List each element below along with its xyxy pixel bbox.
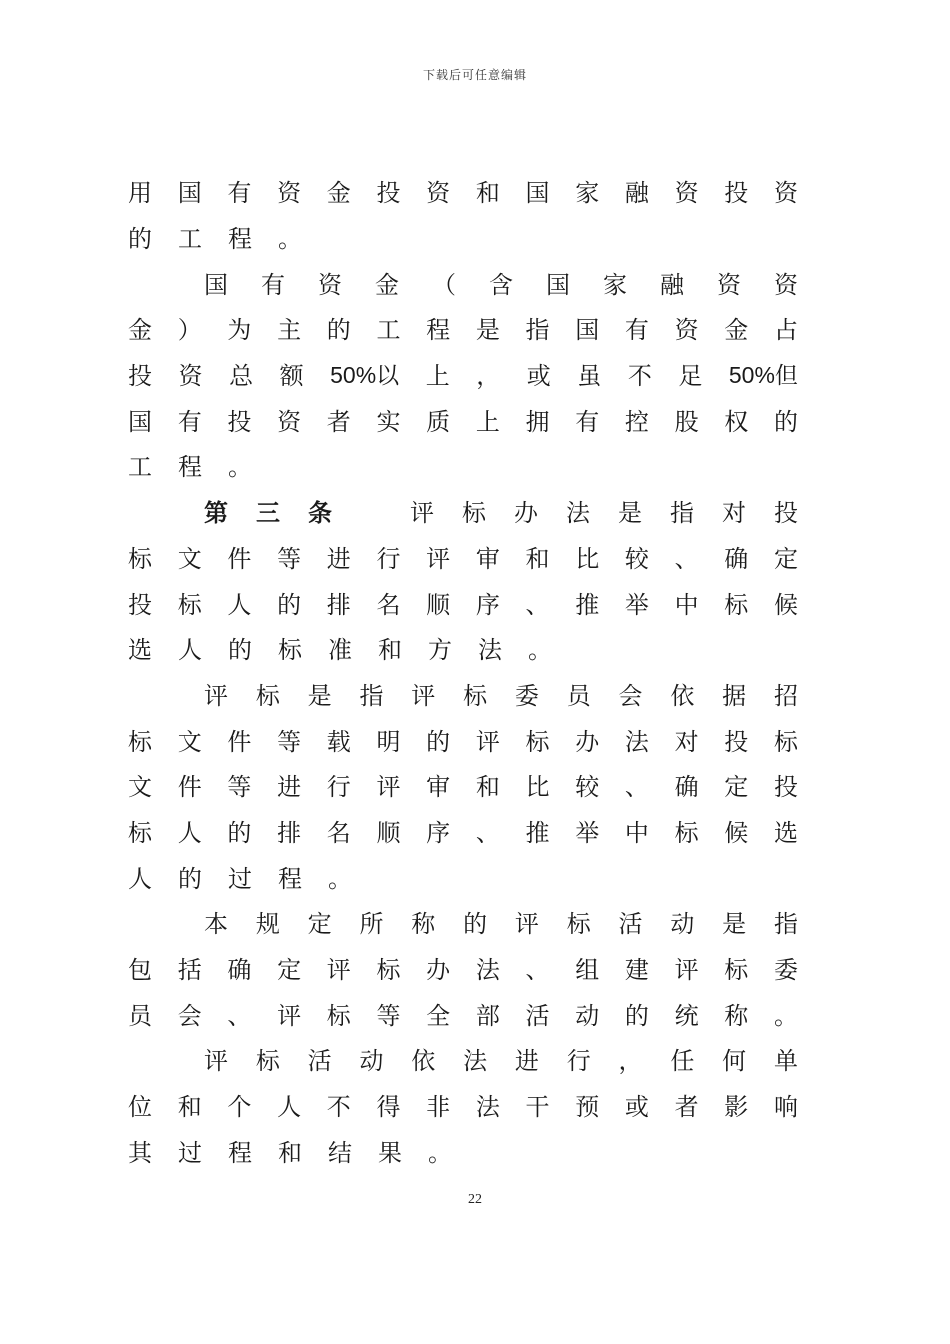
- text-char: 响: [773, 1093, 798, 1122]
- text-char: 文: [177, 544, 202, 573]
- text-char: 投: [376, 179, 401, 208]
- text-char: 50%以: [330, 362, 400, 389]
- text-char: 过: [228, 864, 252, 893]
- text-char: 确: [724, 544, 749, 573]
- text-char: 动: [575, 1001, 600, 1030]
- text-char: 或: [624, 1093, 649, 1122]
- text-char: 家: [603, 270, 627, 299]
- text-char: 投: [128, 362, 152, 391]
- text-char: 人: [277, 1093, 302, 1122]
- text-char: 资: [674, 316, 699, 345]
- text-char: 方: [428, 636, 452, 665]
- text-char: 定: [277, 956, 302, 985]
- text-char: 比: [575, 544, 600, 573]
- text-char: 、: [227, 1001, 252, 1030]
- text-char: 有: [261, 270, 285, 299]
- text-char: 指: [773, 910, 798, 939]
- text-char: 等: [227, 773, 252, 802]
- text-char: 、: [525, 956, 550, 985]
- text-char: 活: [618, 910, 643, 939]
- text-char: 国: [525, 179, 550, 208]
- text-line: [128, 442, 798, 488]
- text-char: 等: [277, 727, 302, 756]
- text-char: 含: [489, 270, 513, 299]
- text-char: 资: [277, 179, 302, 208]
- text-char: 较: [624, 544, 649, 573]
- text-line: [128, 259, 798, 305]
- text-char: 的: [178, 864, 202, 893]
- text-char: 投: [774, 499, 798, 528]
- text-char: 评: [674, 956, 699, 985]
- text-char: 审: [426, 773, 451, 802]
- text-char: 举: [575, 818, 600, 847]
- text-char: 和: [378, 636, 402, 665]
- text-char: 上: [475, 407, 500, 436]
- text-char: 国: [546, 270, 570, 299]
- text-char: 排: [326, 590, 351, 619]
- text-char: 标: [255, 1047, 280, 1076]
- text-char: 标: [255, 681, 280, 710]
- text-char: 招: [773, 681, 798, 710]
- text-char: 法: [478, 636, 502, 665]
- text-char: 进: [326, 544, 351, 573]
- text-char: 标: [525, 727, 550, 756]
- text-char: 序: [426, 818, 451, 847]
- text-char: 会: [618, 681, 643, 710]
- text-char: 资: [717, 270, 741, 299]
- text-char: 法: [624, 727, 649, 756]
- text-char: 件: [177, 773, 202, 802]
- text-char: 。: [278, 225, 302, 254]
- text-line: [128, 488, 798, 534]
- text-char: 有: [575, 407, 600, 436]
- text-char: 质: [426, 407, 451, 436]
- text-char: 有: [177, 407, 202, 436]
- text-char: 文: [177, 727, 202, 756]
- text-char: 载: [326, 727, 351, 756]
- text-char: 进: [277, 773, 302, 802]
- text-char: 中: [674, 590, 699, 619]
- text-char: 金: [375, 270, 399, 299]
- text-char: 拥: [525, 407, 550, 436]
- text-char: 标: [128, 818, 152, 847]
- text-char: 资: [674, 179, 699, 208]
- text-char: 标: [773, 727, 798, 756]
- text-char: 主: [277, 316, 302, 345]
- text-char: 依: [411, 1047, 436, 1076]
- text-char: 者: [674, 1093, 699, 1122]
- text-char: 评: [411, 681, 436, 710]
- text-char: 件: [227, 544, 252, 573]
- text-char: 会: [177, 1001, 202, 1030]
- article-heading-char: 第: [204, 499, 228, 528]
- text-line: [128, 214, 798, 260]
- text-char: 。: [773, 1001, 798, 1030]
- text-char: 指: [670, 499, 694, 528]
- text-char: 推: [525, 818, 550, 847]
- text-char: 程: [228, 1138, 252, 1167]
- text-char: 评: [475, 727, 500, 756]
- text-char: 员: [566, 681, 591, 710]
- text-char: 资: [178, 362, 203, 391]
- text-char: 标: [326, 1001, 351, 1030]
- text-char: 标: [278, 636, 302, 665]
- text-char: 工: [376, 316, 401, 345]
- text-char: 件: [227, 727, 252, 756]
- text-char: 国: [204, 270, 228, 299]
- text-char: 选: [128, 636, 152, 665]
- text-char: 办: [514, 499, 538, 528]
- text-line: [128, 625, 798, 671]
- text-char: 指: [525, 316, 550, 345]
- text-char: 文: [128, 773, 152, 802]
- text-char: 金: [326, 179, 351, 208]
- text-char: 结: [328, 1138, 352, 1167]
- text-char: 称: [411, 910, 436, 939]
- text-char: 名: [326, 818, 351, 847]
- text-char: 、: [624, 773, 649, 802]
- text-char: 人: [227, 590, 252, 619]
- text-line: [128, 1082, 798, 1128]
- text-char: 国: [128, 407, 152, 436]
- text-char: 个: [227, 1093, 252, 1122]
- text-char: 、: [525, 590, 550, 619]
- text-char: 定: [307, 910, 332, 939]
- text-char: 顺: [426, 590, 451, 619]
- text-char: 家: [575, 179, 600, 208]
- text-char: 法: [463, 1047, 488, 1076]
- text-char: 总: [229, 362, 254, 391]
- text-char: 序: [475, 590, 500, 619]
- text-char: 程: [178, 453, 202, 482]
- text-char: 举: [624, 590, 649, 619]
- page-number: 22: [468, 1192, 482, 1207]
- text-char: 资: [277, 407, 302, 436]
- text-line: [128, 716, 798, 762]
- text-char: 资: [774, 270, 798, 299]
- text-char: 行: [326, 773, 351, 802]
- text-char: 进: [514, 1047, 539, 1076]
- text-char: 委: [514, 681, 539, 710]
- text-char: 的: [426, 727, 451, 756]
- text-char: 的: [326, 316, 351, 345]
- text-line: [128, 351, 798, 397]
- text-char: 投: [128, 590, 152, 619]
- text-char: 是: [475, 316, 500, 345]
- text-char: 足: [678, 362, 703, 391]
- text-char: 比: [525, 773, 550, 802]
- text-char: 投: [227, 407, 252, 436]
- text-char: 的: [773, 407, 798, 436]
- text-char: 人: [177, 818, 202, 847]
- text-char: 其: [128, 1138, 152, 1167]
- text-char: 为: [227, 316, 252, 345]
- text-char: 组: [575, 956, 600, 985]
- text-char: 行: [566, 1047, 591, 1076]
- text-char: 股: [674, 407, 699, 436]
- text-char: 融: [624, 179, 649, 208]
- text-char: 标: [674, 818, 699, 847]
- text-char: 的: [463, 910, 488, 939]
- text-char: 评: [204, 681, 228, 710]
- page-header: 下载后可任意编辑: [422, 68, 527, 82]
- text-line: [128, 168, 798, 214]
- text-char: 何: [722, 1047, 747, 1076]
- text-char: 者: [326, 407, 351, 436]
- text-char: 评: [277, 1001, 302, 1030]
- text-char: 法: [475, 956, 500, 985]
- text-char: 据: [722, 681, 747, 710]
- text-char: 是: [307, 681, 332, 710]
- text-char: 资: [426, 179, 451, 208]
- text-line: [128, 396, 798, 442]
- text-char: 任: [670, 1047, 695, 1076]
- text-char: 果: [378, 1138, 402, 1167]
- text-char: 选: [773, 818, 798, 847]
- text-char: 称: [724, 1001, 749, 1030]
- text-line: [128, 579, 798, 625]
- text-char: 候: [724, 818, 749, 847]
- text-char: 资: [773, 179, 798, 208]
- text-line: [128, 671, 798, 717]
- text-char: 国: [575, 316, 600, 345]
- text-char: 中: [624, 818, 649, 847]
- text-char: 评: [514, 910, 539, 939]
- text-char: 投: [724, 179, 749, 208]
- text-char: 明: [376, 727, 401, 756]
- text-char: 影: [724, 1093, 749, 1122]
- text-char: 单: [773, 1047, 798, 1076]
- text-char: 不: [627, 362, 652, 391]
- text-char: 部: [475, 1001, 500, 1030]
- text-char: 人: [178, 636, 202, 665]
- text-char: 国: [177, 179, 202, 208]
- text-char: 定: [773, 544, 798, 573]
- document-body: [128, 168, 798, 1173]
- article-heading-char: 三: [256, 499, 280, 528]
- text-char: 标: [724, 590, 749, 619]
- text-char: 较: [575, 773, 600, 802]
- text-char: 投: [724, 727, 749, 756]
- text-char: 和: [475, 773, 500, 802]
- text-char: 非: [426, 1093, 451, 1122]
- text-char: 和: [525, 544, 550, 573]
- text-char: 评: [204, 1047, 228, 1076]
- text-char: 标: [462, 499, 486, 528]
- text-char: 程: [228, 225, 252, 254]
- text-char: 、: [475, 818, 500, 847]
- text-char: 等: [376, 1001, 401, 1030]
- text-char: 金: [128, 316, 152, 345]
- text-line: [128, 534, 798, 580]
- text-char: 括: [177, 956, 202, 985]
- text-char: 额: [279, 362, 304, 391]
- text-char: 标: [463, 681, 488, 710]
- article-heading-char: 条: [308, 499, 332, 528]
- text-char: 标: [128, 727, 152, 756]
- text-char: 有: [624, 316, 649, 345]
- text-char: 的: [624, 1001, 649, 1030]
- text-char: 是: [618, 499, 642, 528]
- text-char: ，: [476, 362, 501, 391]
- text-char: 的: [128, 225, 152, 254]
- text-char: 50%但: [728, 362, 798, 389]
- text-char: 标: [566, 910, 591, 939]
- text-char: 评: [376, 773, 401, 802]
- text-char: 员: [128, 1001, 152, 1030]
- text-char: 位: [128, 1093, 152, 1122]
- text-char: 资: [318, 270, 342, 299]
- text-line: [128, 305, 798, 351]
- text-char: 投: [773, 773, 798, 802]
- text-char: ，: [618, 1047, 643, 1076]
- text-char: 评: [426, 544, 451, 573]
- text-char: 标: [177, 590, 202, 619]
- text-line: [128, 808, 798, 854]
- text-char: 办: [426, 956, 451, 985]
- text-char: 或: [526, 362, 551, 391]
- text-char: 上: [425, 362, 450, 391]
- text-char: 过: [178, 1138, 202, 1167]
- text-char: 人: [128, 864, 152, 893]
- text-line: [128, 899, 798, 945]
- text-char: 定: [724, 773, 749, 802]
- text-char: 名: [376, 590, 401, 619]
- text-char: 。: [428, 1138, 452, 1167]
- text-char: 动: [670, 910, 695, 939]
- text-char: 候: [773, 590, 798, 619]
- text-char: 和: [475, 179, 500, 208]
- text-char: 得: [376, 1093, 401, 1122]
- text-char: 工: [178, 225, 202, 254]
- text-char: 确: [674, 773, 699, 802]
- text-char: 依: [670, 681, 695, 710]
- text-char: 本: [204, 910, 228, 939]
- text-char: 。: [328, 864, 352, 893]
- text-char: 控: [624, 407, 649, 436]
- text-char: 工: [128, 453, 152, 482]
- text-line: [128, 853, 798, 899]
- text-char: 金: [724, 316, 749, 345]
- text-char: 审: [475, 544, 500, 573]
- text-line: [128, 762, 798, 808]
- text-char: 对: [674, 727, 699, 756]
- text-char: 等: [277, 544, 302, 573]
- text-char: 办: [575, 727, 600, 756]
- text-char: 程: [278, 864, 302, 893]
- text-char: 标: [724, 956, 749, 985]
- text-char: 所: [359, 910, 384, 939]
- text-char: 标: [128, 544, 152, 573]
- text-char: 评: [410, 499, 434, 528]
- text-line: [128, 990, 798, 1036]
- text-char: 委: [773, 956, 798, 985]
- text-char: 法: [566, 499, 590, 528]
- text-char: 。: [228, 453, 252, 482]
- text-char: 统: [674, 1001, 699, 1030]
- text-char: 行: [376, 544, 401, 573]
- text-char: 融: [660, 270, 684, 299]
- text-char: 有: [227, 179, 252, 208]
- text-char: 规: [255, 910, 280, 939]
- text-char: 的: [277, 590, 302, 619]
- text-line: [128, 1036, 798, 1082]
- text-char: 标: [376, 956, 401, 985]
- text-char: 顺: [376, 818, 401, 847]
- text-char: 对: [722, 499, 746, 528]
- text-char: 预: [575, 1093, 600, 1122]
- text-char: 包: [128, 956, 152, 985]
- text-line: [128, 1127, 798, 1173]
- text-char: 干: [525, 1093, 550, 1122]
- text-char: 程: [426, 316, 451, 345]
- text-char: 活: [525, 1001, 550, 1030]
- text-char: 推: [575, 590, 600, 619]
- text-char: 。: [528, 636, 552, 665]
- text-char: 占: [773, 316, 798, 345]
- text-char: 权: [724, 407, 749, 436]
- text-char: ）: [177, 316, 202, 345]
- text-char: 排: [277, 818, 302, 847]
- text-char: 实: [376, 407, 401, 436]
- text-char: 法: [475, 1093, 500, 1122]
- text-char: 确: [227, 956, 252, 985]
- text-char: 虽: [577, 362, 602, 391]
- text-char: 和: [278, 1138, 302, 1167]
- text-char: 、: [674, 544, 699, 573]
- text-char: 的: [228, 636, 252, 665]
- text-char: 动: [359, 1047, 384, 1076]
- text-char: 的: [227, 818, 252, 847]
- text-char: 活: [307, 1047, 332, 1076]
- text-char: 准: [328, 636, 352, 665]
- text-char: 评: [326, 956, 351, 985]
- text-char: 指: [359, 681, 384, 710]
- text-char: 用: [128, 179, 152, 208]
- text-char: 和: [177, 1093, 202, 1122]
- text-char: （: [432, 270, 456, 299]
- text-char: 不: [326, 1093, 351, 1122]
- text-char: 是: [722, 910, 747, 939]
- text-char: 建: [624, 956, 649, 985]
- text-line: [128, 945, 798, 991]
- text-char: 全: [426, 1001, 451, 1030]
